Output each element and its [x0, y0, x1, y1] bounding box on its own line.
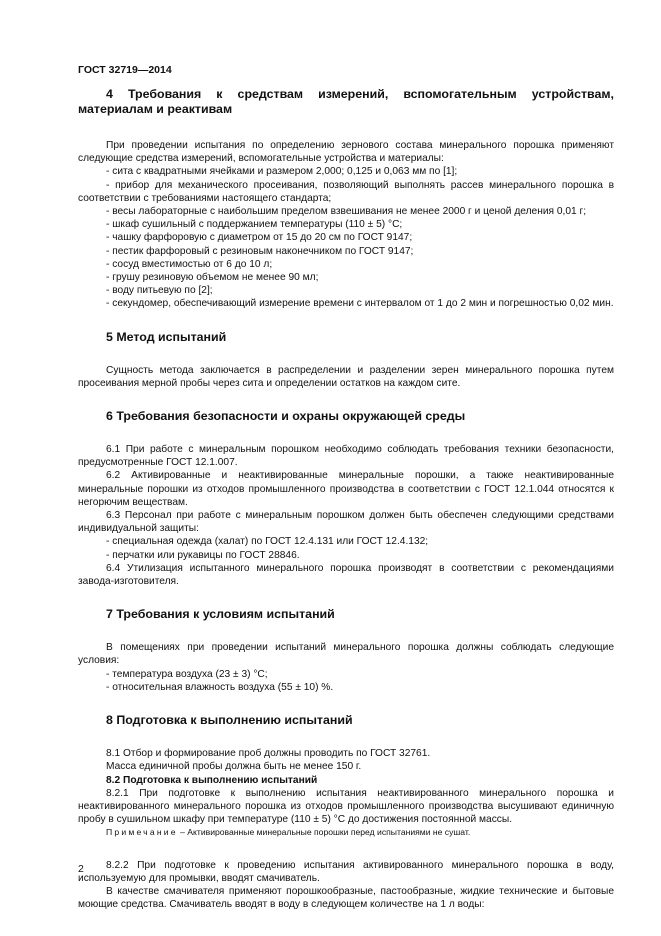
section-6-title: 6 Требования безопасности и охраны окружающей среды — [106, 409, 466, 424]
section-4-intro: При проведении испытания по определению зернового состава минерального порошка применяют следующие средства измерений, вспомогательные устройства и материалы: — [78, 140, 614, 165]
section-7-title: 7 Требования к условиям испытаний — [106, 607, 335, 622]
subsection-8-2-title: 8.2 Подготовка к выполнению испытаний — [106, 774, 318, 786]
list-item: - пестик фарфоровый с резиновым наконечником по ГОСТ 9147; — [106, 245, 414, 257]
list-item: - воду питьевую по [2]; — [106, 285, 213, 297]
list-item: - секундомер, обеспечивающий измерение времени с интервалом от 1 до 2 мин и погрешностью 0,02 мин. — [106, 298, 614, 310]
standard-header: ГОСТ 32719—2014 — [78, 64, 172, 76]
paragraph-8-2-1: 8.2.1 При подготовке к выполнению испытания неактивированного минерального порошка и неактивированного минерального порошка из отходов промышленного производства высушивают единичную пробу в сушильном шкафу при температуре (110 ± 5) °С до достижения постоянной массы. — [78, 787, 614, 826]
list-item: - сосуд вместимостью от 6 до 10 л; — [106, 258, 273, 270]
paragraph-6-3: 6.3 Персонал при работе с минеральным порошком должен быть обеспечен следующими средствами индивидуальной защиты: — [78, 510, 614, 535]
paragraph-8-2-2-wetting-agent: В качестве смачивателя применяют порошкообразные, пастообразные, жидкие технические и бытовые моющие средства. Смачиватель вводят в воду в следующем количестве на 1 л воды: — [78, 885, 614, 911]
paragraph-8-2-2: 8.2.2 При подготовке к проведению испытания активированного минерального порошка в воду, используемую для промывки, вводят смачиватель. — [78, 859, 614, 884]
section-4-title-line1: 4 Требования к средствам измерений, вспомогательным устройствам, — [106, 87, 614, 101]
paragraph-6-1: 6.1 При работе с минеральным порошком необходимо соблюдать требования техники безопасности, предусмотренные ГОСТ 12.1.007. — [78, 444, 614, 469]
note — [78, 826, 614, 839]
page-content — [78, 87, 614, 911]
list-item: - сита с квадратными ячейками и размером 2,000; 0,125 и 0,063 мм по [1]; — [106, 166, 458, 178]
list-item: - чашку фарфоровую с диаметром от 15 до 20 см по ГОСТ 9147; — [106, 232, 413, 244]
list-item: - температура воздуха (23 ± 3) °С; — [106, 668, 268, 680]
section-8-title: 8 Подготовка к выполнению испытаний — [106, 713, 353, 728]
list-item: - шкаф сушильный с поддержанием температуры (110 ± 5) °С; — [106, 219, 403, 231]
paragraph-8-1-mass: Масса единичной пробы должна быть не менее 150 г. — [106, 761, 362, 773]
list-item: - прибор для механического просеивания, позволяющий выполнять рассев минерального порошка в соответствии с требованиями настоящего стандарта; — [78, 179, 614, 204]
note-text: – Активированные минеральные порошки перед испытаниями не сушат. — [177, 827, 471, 838]
list-item: - специальная одежда (халат) по ГОСТ 12.4.131 или ГОСТ 12.4.132; — [106, 536, 429, 548]
list-item: - весы лабораторные с наибольшим пределом взвешивания не менее 2000 г и ценой деления 0,01 г; — [106, 206, 587, 218]
note-label: Примечание — [106, 827, 178, 838]
list-item: - относительная влажность воздуха (55 ± 10) %. — [106, 681, 334, 693]
list-item: - грушу резиновую объемом не менее 90 мл; — [106, 272, 319, 284]
section-4-title — [78, 87, 614, 102]
paragraph-6-4: 6.4 Утилизация испытанного минерального порошка производят в соответствии с рекомендациями завода-изготовителя. — [78, 562, 614, 588]
list-item: - перчатки или рукавицы по ГОСТ 28846. — [106, 549, 300, 561]
page-number: 2 — [78, 863, 84, 875]
section-7-intro: В помещениях при проведении испытаний минерального порошка должны соблюдать следующие условия: — [78, 642, 614, 667]
section-5-text: Сущность метода заключается в распределении и разделении зерен минерального порошка путем просеивания мерной пробы через сита и определении остатков на каждом сите. — [78, 364, 614, 389]
paragraph-8-1: 8.1 Отбор и формирование проб должны проводить по ГОСТ 32761. — [106, 748, 431, 760]
section-5-title: 5 Метод испытаний — [106, 329, 227, 344]
paragraph-6-2: 6.2 Активированные и неактивированные минеральные порошки, а также неактивированные минеральные порошки из отходов промышленного производства в соответствии с ГОСТ 12.1.044 относятся к негорючим веществам. — [78, 470, 614, 508]
section-4-title-cont: материалам и реактивам — [78, 102, 233, 116]
